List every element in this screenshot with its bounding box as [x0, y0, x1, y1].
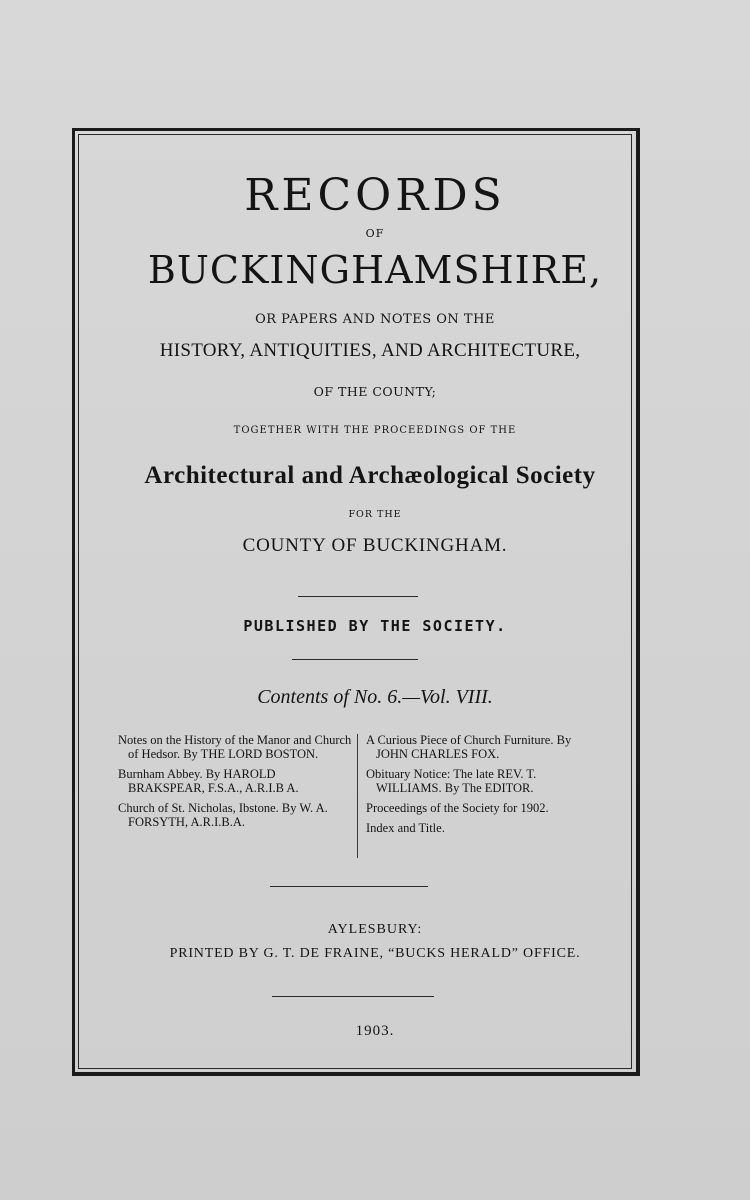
- imprint-printer: PRINTED BY G. T. DE FRAINE, “BUCKS HERALD” OFFICE.: [169, 946, 581, 961]
- divider-rule: [292, 659, 418, 660]
- subtitle-history: HISTORY, ANTIQUITIES, AND ARCHITECTURE,: [159, 340, 581, 361]
- contents-entry: Church of St. Nicholas, Ibstone. By W. A. FORSYTH, A.R.I.B.A.: [118, 801, 328, 829]
- county-line: COUNTY OF BUCKINGHAM.: [242, 535, 508, 556]
- title-of: OF: [365, 227, 385, 240]
- imprint-place: AYLESBURY:: [327, 922, 423, 937]
- subtitle-of-the-county: OF THE COUNTY;: [313, 384, 437, 399]
- column-divider: [357, 734, 358, 858]
- divider-rule: [298, 596, 418, 597]
- contents-entry: Burnham Abbey. By HAROLD BRAKSPEAR, F.S.A., A.R.I.B A.: [118, 767, 299, 795]
- subtitle-papers: OR PAPERS AND NOTES ON THE: [255, 312, 495, 327]
- title-buckinghamshire: BUCKINGHAMSHIRE,: [147, 248, 603, 292]
- contents-entry: Notes on the History of the Manor and Church of Hedsor. By THE LORD BOSTON.: [118, 733, 352, 761]
- divider-rule: [272, 996, 434, 997]
- contents-entry: Obituary Notice: The late REV. T. WILLIAMS. By The EDITOR.: [366, 767, 537, 795]
- imprint-year: 1903.: [355, 1023, 395, 1039]
- contents-entry: Proceedings of the Society for 1902.: [366, 801, 549, 815]
- contents-entry: A Curious Piece of Church Furniture. By JOHN CHARLES FOX.: [366, 733, 572, 761]
- divider-rule: [270, 886, 428, 887]
- title-records: RECORDS: [244, 170, 506, 221]
- published-by-line: PUBLISHED BY THE SOCIETY.: [243, 617, 507, 635]
- contents-entry: Index and Title.: [366, 821, 445, 835]
- together-line: TOGETHER WITH THE PROCEEDINGS OF THE: [233, 425, 517, 436]
- contents-left-column: [118, 733, 354, 835]
- contents-right-column: [366, 733, 602, 841]
- contents-heading: Contents of No. 6.—Vol. VIII.: [257, 686, 493, 708]
- for-the-line: FOR THE: [348, 509, 402, 520]
- society-name: Architectural and Archæological Society: [144, 462, 596, 489]
